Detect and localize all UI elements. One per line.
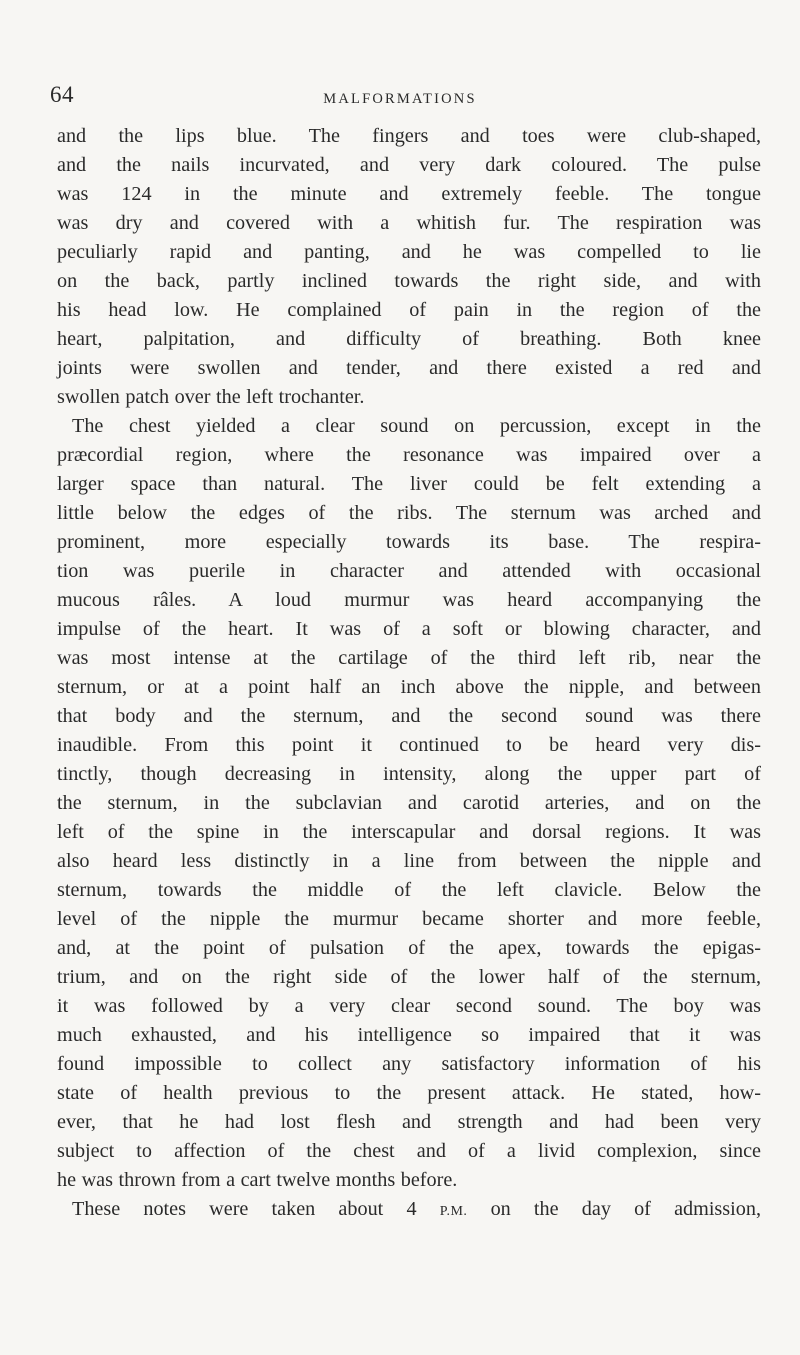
text-line: was dry and covered with a whitish fur. The respiration was xyxy=(57,212,761,234)
text-line: peculiarly rapid and panting, and he was compelled to lie xyxy=(57,241,761,263)
text-line: was most intense at the cartilage of the third left rib, near the xyxy=(57,647,761,669)
text-line: inaudible. From this point it continued to be heard very dis- xyxy=(57,734,761,756)
text-line: much exhausted, and his intelligence so impaired that it was xyxy=(57,1024,761,1046)
text-line: sternum, towards the middle of the left clavicle. Below the xyxy=(57,879,761,901)
text-line: mucous râles. A loud murmur was heard accompanying the xyxy=(57,589,761,611)
text-line: swollen patch over the left trochanter. xyxy=(57,386,365,408)
text-line: also heard less distinctly in a line from between the nipple and xyxy=(57,850,761,872)
body-text xyxy=(57,122,761,1224)
text-line: præcordial region, where the resonance was impaired over a xyxy=(57,444,761,466)
text-line: he was thrown from a cart twelve months before. xyxy=(57,1169,458,1191)
text-line: little below the edges of the ribs. The sternum was arched and xyxy=(57,502,761,524)
text-line: and the lips blue. The fingers and toes were club-shaped, xyxy=(57,125,761,147)
text-line: These notes were taken about 4 P.M. on the day of admission, xyxy=(72,1198,761,1220)
text-line: tinctly, though decreasing in intensity, along the upper part of xyxy=(57,763,761,785)
text-line: left of the spine in the interscapular and dorsal regions. It was xyxy=(57,821,761,843)
text-line: the sternum, in the subclavian and carotid arteries, and on the xyxy=(57,792,761,814)
text-line: state of health previous to the present attack. He stated, how- xyxy=(57,1082,761,1104)
text-line: on the back, partly inclined towards the right side, and with xyxy=(57,270,761,292)
text-line: larger space than natural. The liver could be felt extending a xyxy=(57,473,761,495)
text-line: impulse of the heart. It was of a soft or blowing character, and xyxy=(57,618,761,640)
text-line: prominent, more especially towards its base. The respira- xyxy=(57,531,761,553)
text-line: it was followed by a very clear second sound. The boy was xyxy=(57,995,761,1017)
text-line: joints were swollen and tender, and there existed a red and xyxy=(57,357,761,379)
text-line: The chest yielded a clear sound on percussion, except in the xyxy=(72,415,761,437)
text-line: subject to affection of the chest and of a livid complexion, since xyxy=(57,1140,761,1162)
text-line: tion was puerile in character and attended with occasional xyxy=(57,560,761,582)
text-line: and the nails incurvated, and very dark coloured. The pulse xyxy=(57,154,761,176)
text-line: ever, that he had lost flesh and strength and had been very xyxy=(57,1111,761,1133)
text-line: found impossible to collect any satisfactory information of his xyxy=(57,1053,761,1075)
text-line: and, at the point of pulsation of the apex, towards the epigas- xyxy=(57,937,761,959)
text-line: was 124 in the minute and extremely feeble. The tongue xyxy=(57,183,761,205)
running-head: MALFORMATIONS xyxy=(323,91,477,107)
text-line: level of the nipple the murmur became shorter and more feeble, xyxy=(57,908,761,930)
text-line: sternum, or at a point half an inch above the nipple, and between xyxy=(57,676,761,698)
text-line: heart, palpitation, and difficulty of breathing. Both knee xyxy=(57,328,761,350)
page-number: 64 xyxy=(50,82,74,107)
text-line: trium, and on the right side of the lower half of the sternum, xyxy=(57,966,761,988)
text-line: that body and the sternum, and the second sound was there xyxy=(57,705,761,727)
text-line: his head low. He complained of pain in the region of the xyxy=(57,299,761,321)
